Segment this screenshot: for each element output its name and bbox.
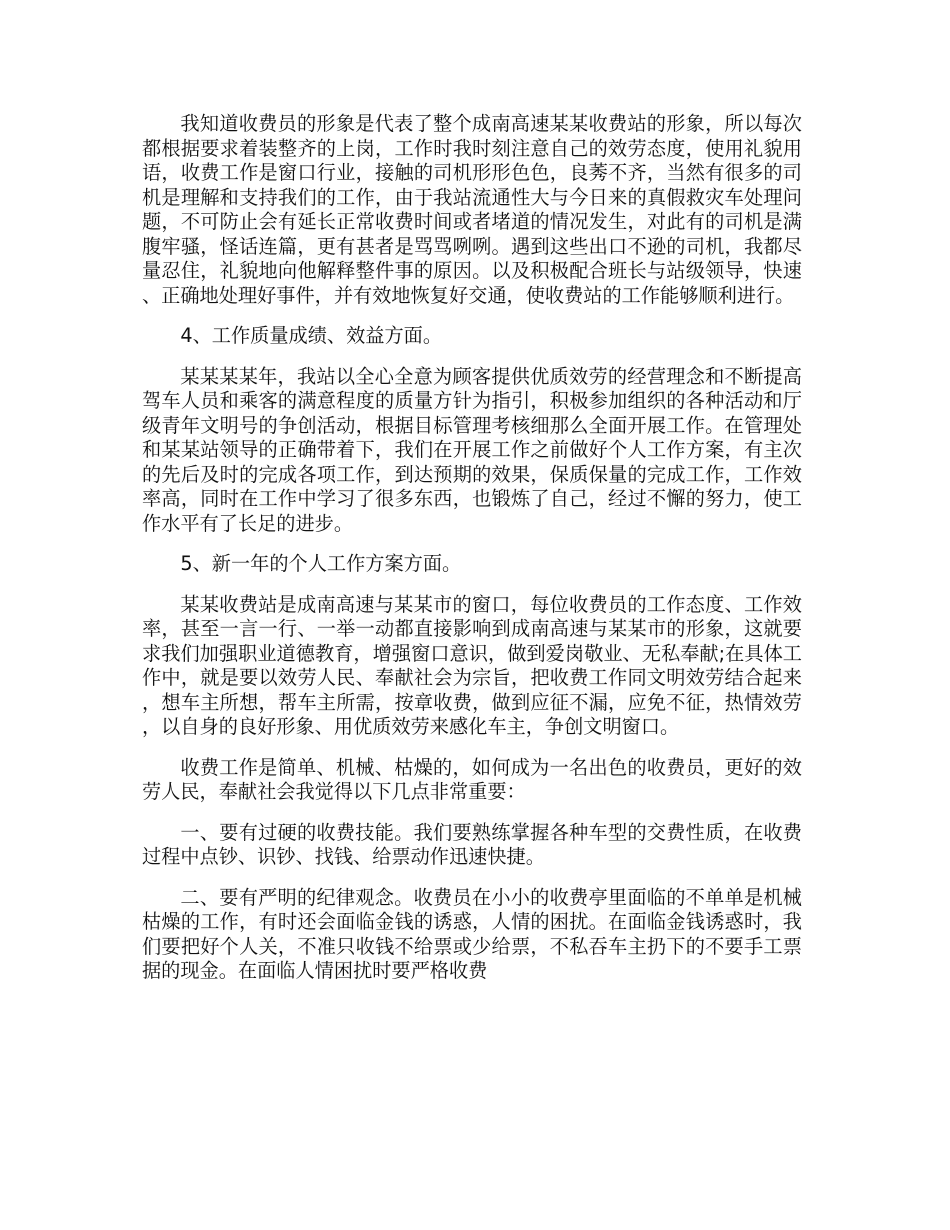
heading-work-quality: 4、工作质量成绩、效益方面。 [180,324,443,347]
paragraph-station-window: 某某收费站是成南高速与某某市的窗口，每位收费员的工作态度、工作效率，甚至一言一行、一举一动都直接影响到成南高速与某某市的形象，这就要求我们加强职业道德教育，增强窗口意识，做到爱岗敬业、无私奉献;在具体工作中，就是要以效劳人民、奉献社会为宗旨，把收费工作同文明效劳结合起来，想车主所想，帮车主所需，按章收费，做到应征不漏，应免不征，热情效劳，以自身的良好形象、用优质效劳来感化车主，争创文明窗口。 [142,592,802,738]
paragraph-annual-work: 某某某某年，我站以全心全意为顾客提供优质效劳的经营理念和不断提高驾车人员和乘客的满意程度的质量方针为指引，积极参加组织的各种活动和厅级青年文明号的争创活动，根据目标管理考核细那么全面开展工作。在管理处和某某站领导的正确带着下，我们在开展工作之前做好个人工作方案，有主次的先后及时的完成各项工作，到达预期的效果，保质保量的完成工作，工作效率高，同时在工作中学习了很多东西，也锻炼了自己，经过不懈的努力，使工作水平有了长足的进步。 [142,364,802,535]
heading-new-year-plan: 5、新一年的个人工作方案方面。 [180,552,462,575]
document-page [142,112,802,1000]
paragraph-toll-collector-image: 我知道收费员的形象是代表了整个成南高速某某收费站的形象，所以每次都根据要求着装整齐的上岗，工作时我时刻注意自己的效劳态度，使用礼貌用语，收费工作是窗口行业，接触的司机形形色色，良莠不齐，当然有很多的司机是理解和支持我们的工作，由于我站流通性大与今日来的真假救灾车处理问题，不可防止会有延长正常收费时间或者堵道的情况发生，对此有的司机是满腹牢骚，怪话连篇，更有甚者是骂骂咧咧。遇到这些出口不逊的司机，我都尽量忍住，礼貌地向他解释整件事的原因。以及积极配合班长与站级领导，快速、正确地处理好事件，并有效地恢复好交通，使收费站的工作能够顺利进行。 [142,112,802,307]
paragraph-point-two: 二、要有严明的纪律观念。收费员在小小的收费亭里面临的不单单是机械枯燥的工作，有时还会面临金钱的诱惑，人情的困扰。在面临金钱诱惑时，我们要把好个人关，不准只收钱不给票或少给票，不私吞车主扔下的不要手工票据的现金。在面临人情困扰时要严格收费 [142,885,802,982]
paragraph-toll-work-nature: 收费工作是简单、机械、枯燥的，如何成为一名出色的收费员，更好的效劳人民，奉献社会我觉得以下几点非常重要： [142,755,802,803]
paragraph-point-one: 一、要有过硬的收费技能。我们要熟练掌握各种车型的交费性质，在收费过程中点钞、识钞、找钱、给票动作迅速快捷。 [142,820,802,868]
